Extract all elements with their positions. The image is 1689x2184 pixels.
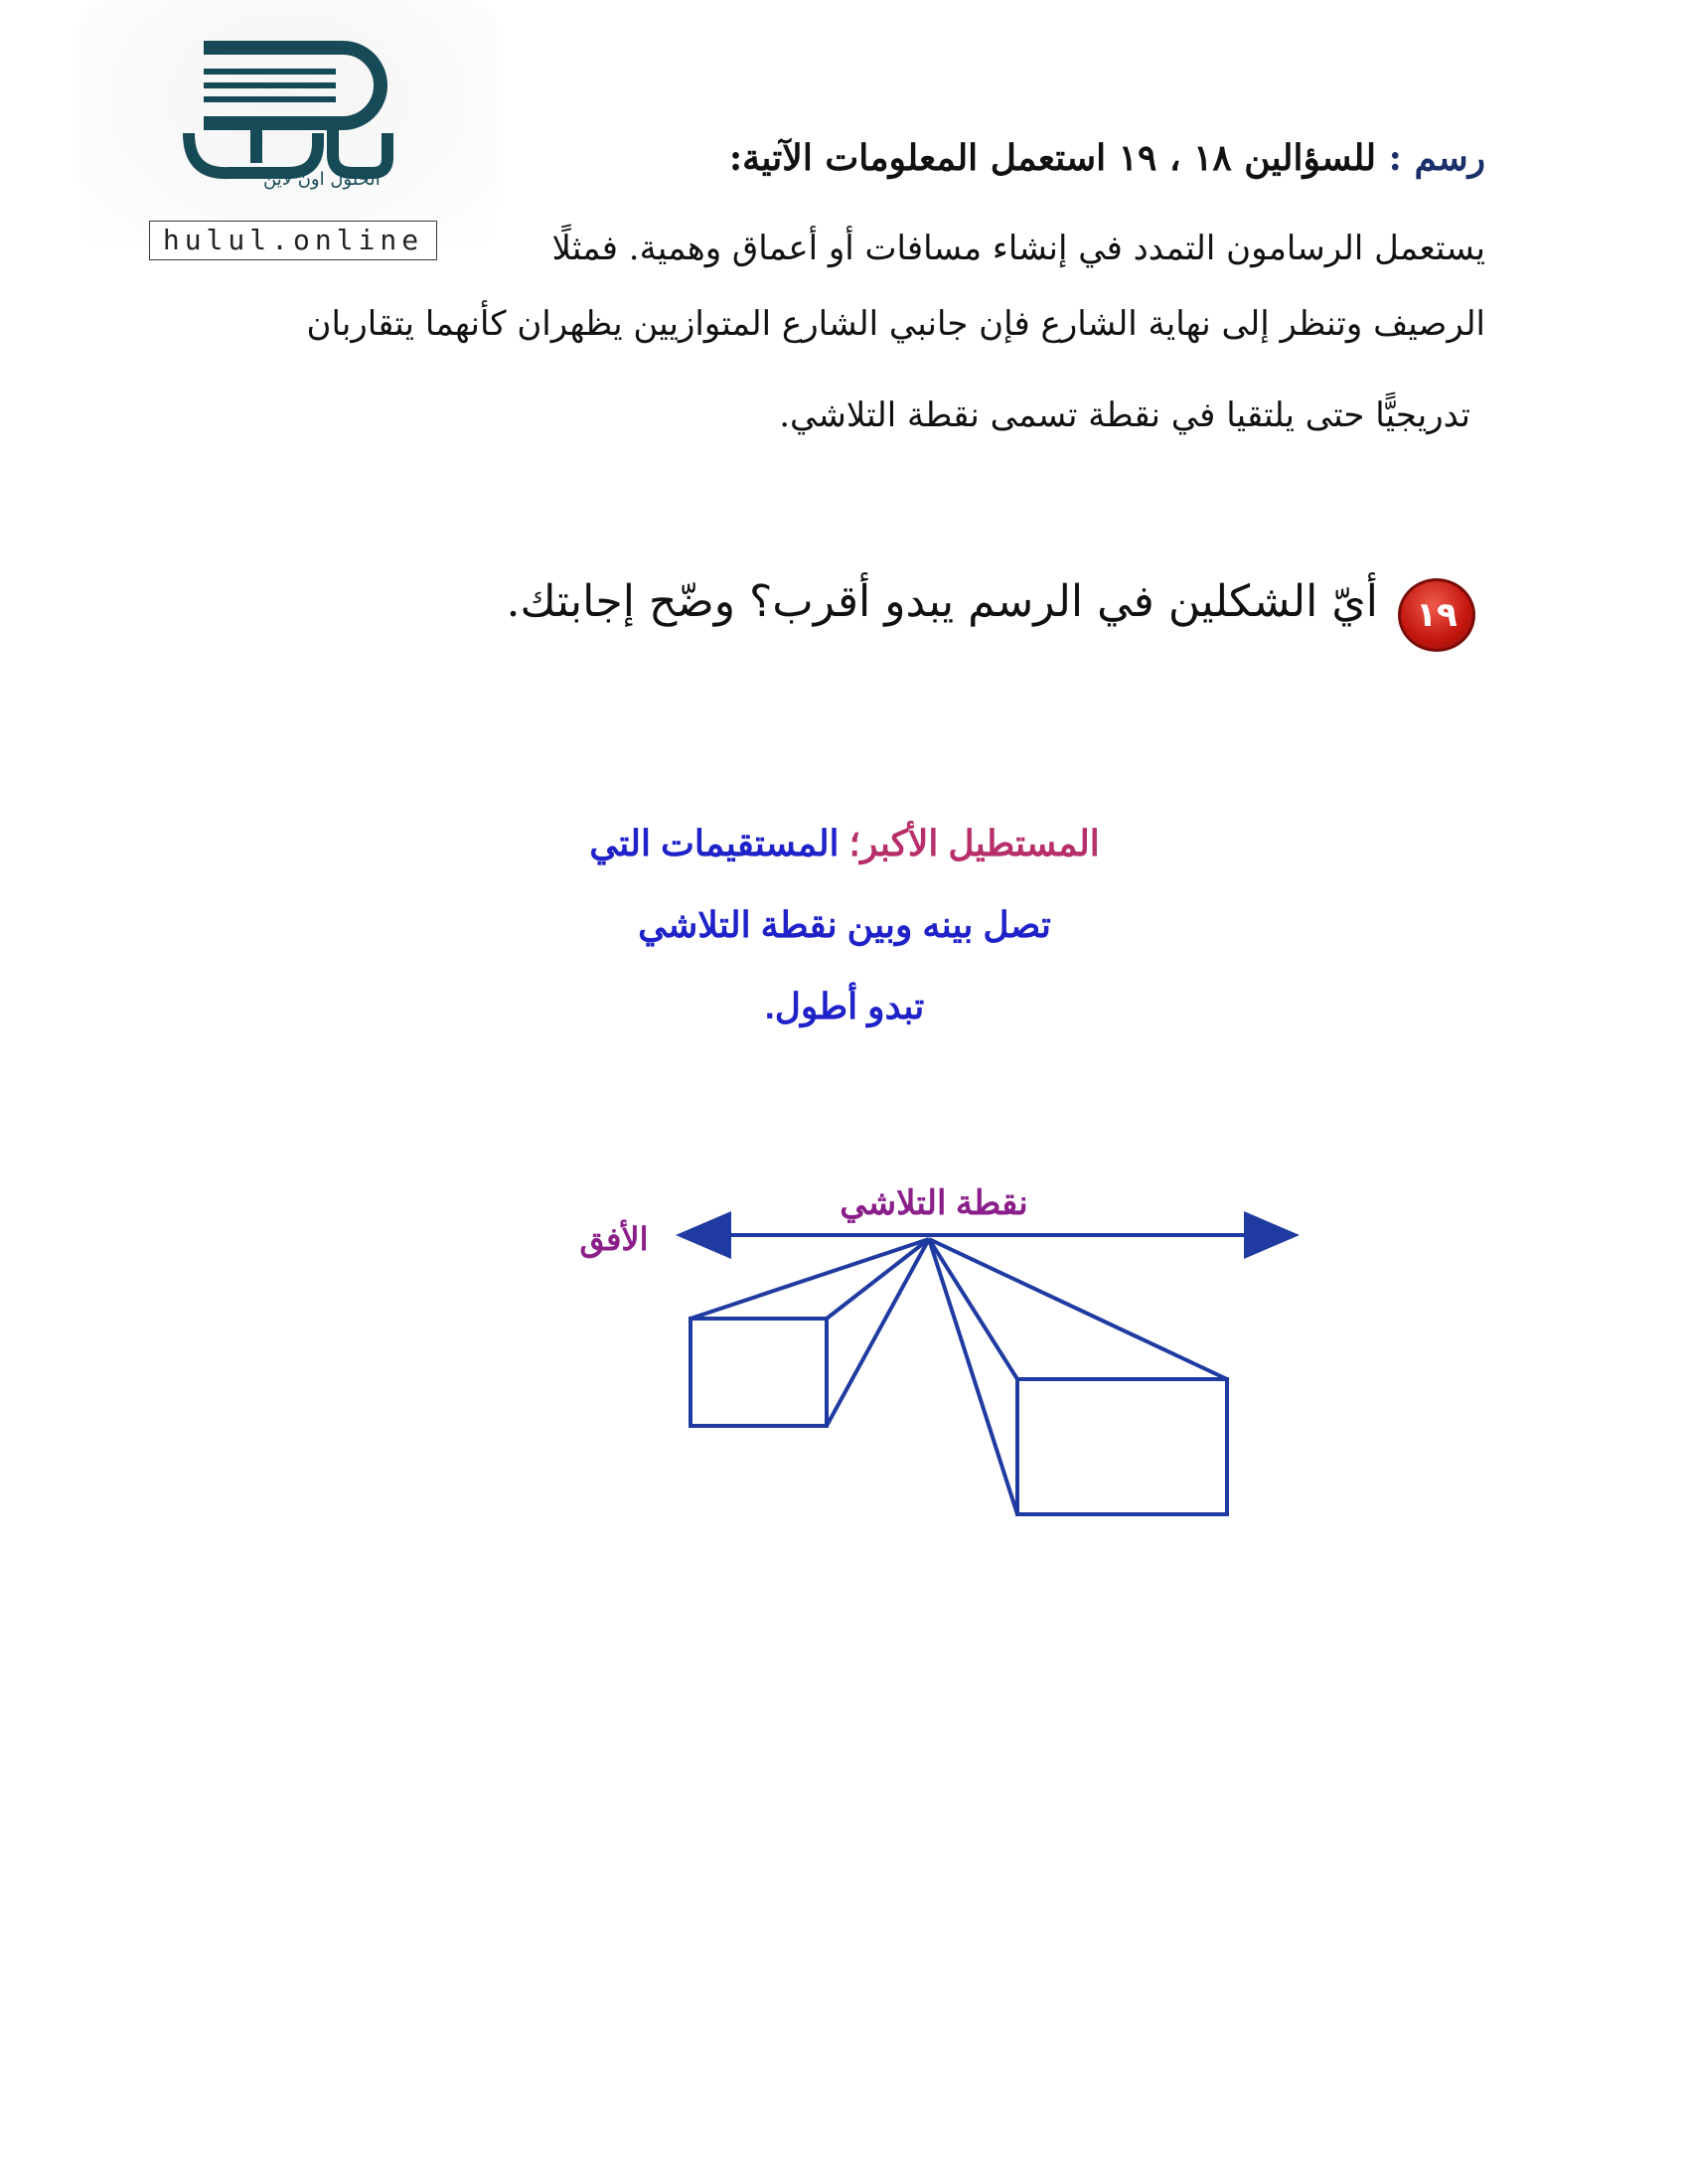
large-rect-bottom-left-ray <box>929 1239 1017 1514</box>
horizon-label: الأفق <box>579 1221 649 1257</box>
intro-title-rest: للسؤالين ١٨ ، ١٩ استعمل المعلومات الآتية: <box>728 137 1377 179</box>
logo-tagline: الحلول اون لاين <box>263 169 381 190</box>
intro-line-1: يستعمل الرسامون التمدد في إنشاء مسافات أو أعماق وهمية. فمثلًا <box>551 229 1485 268</box>
intro-lead: رسم : <box>1388 137 1485 179</box>
logo-url[interactable]: hulul.online <box>149 221 437 260</box>
question-text: أيّ الشكلين في الرسم يبدو أقرب؟ وضّح إجابتك. <box>506 576 1378 627</box>
intro-line-3: تدريجيًّا حتى يلتقيا في نقطة تسمى نقطة التلاشي. <box>779 395 1470 435</box>
answer-highlight: المستطيل الأكبر؛ <box>848 823 1100 863</box>
small-rect-top-right-ray <box>827 1239 929 1319</box>
answer-line-1-rest: المستقيمات التي <box>589 823 849 863</box>
answer-line-3: تبدو أطول. <box>764 986 925 1026</box>
small-rectangle <box>691 1319 827 1426</box>
intro-line-2: الرصيف وتنظر إلى نهاية الشارع فإن جانبي الشارع المتوازيين يظهران كأنهما يتقاربان <box>306 304 1485 344</box>
answer-line-2: تصل بينه وبين نقطة التلاشي <box>638 904 1051 945</box>
question-number-badge: ١٩ <box>1398 578 1475 652</box>
large-rectangle <box>1017 1379 1227 1514</box>
vanishing-point-label: نقطة التلاشي <box>840 1184 1028 1222</box>
